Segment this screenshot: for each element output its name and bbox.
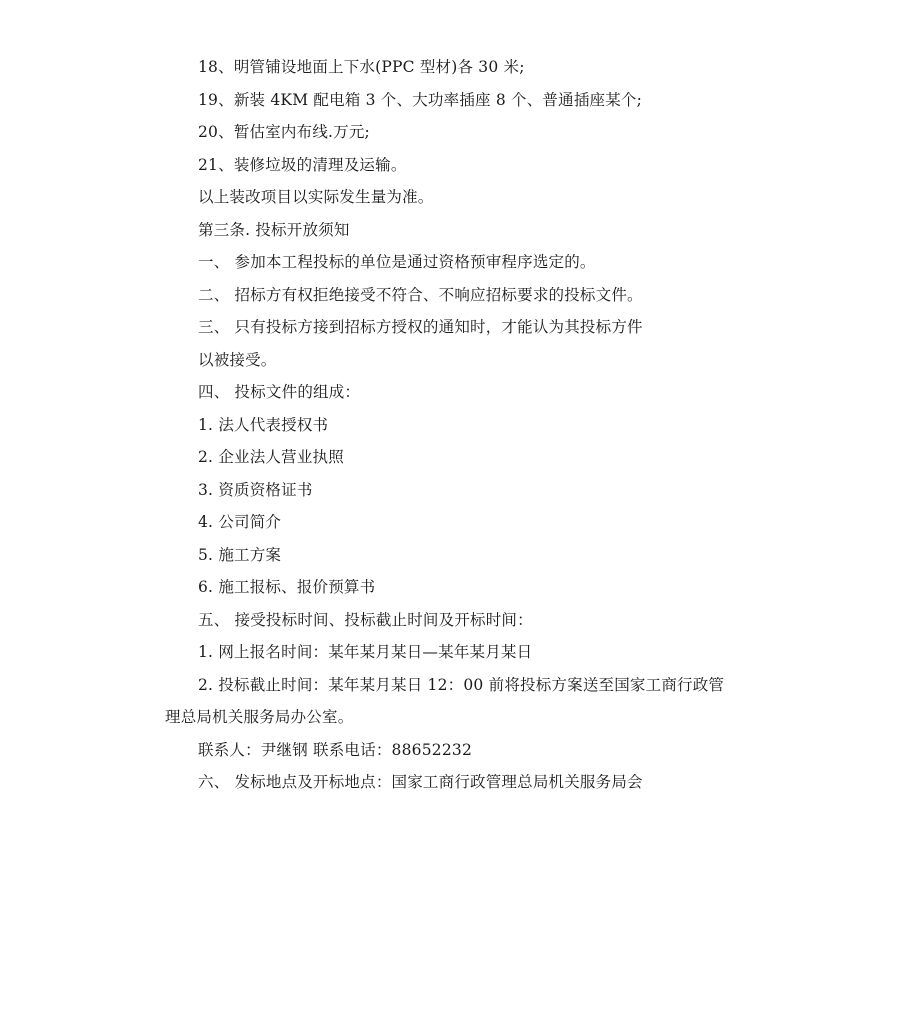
registration-time: 1. 网上报名时间：某年某月某日—某年某月某日 bbox=[198, 643, 533, 661]
section-five: 五、 接受投标时间、投标截止时间及开标时间： bbox=[198, 611, 533, 629]
list-item-company-profile: 4. 公司简介 bbox=[198, 513, 282, 531]
list-item-construction-plan: 5. 施工方案 bbox=[198, 546, 282, 564]
section-two: 二、 招标方有权拒绝接受不符合、不响应招标要求的投标文件。 bbox=[198, 286, 643, 304]
deadline-time-continued: 理总局机关服务局办公室。 bbox=[165, 708, 354, 726]
section-one: 一、 参加本工程投标的单位是通过资格预审程序选定的。 bbox=[198, 253, 596, 271]
list-item-qualification: 3. 资质资格证书 bbox=[198, 481, 313, 499]
list-item-business-license: 2. 企业法人营业执照 bbox=[198, 448, 344, 466]
item-20: 20、暂估室内布线.万元; bbox=[198, 123, 370, 141]
section-three: 三、 只有投标方接到招标方授权的通知时，才能认为其投标方件 bbox=[198, 318, 643, 336]
item-21: 21、装修垃圾的清理及运输。 bbox=[198, 156, 407, 174]
section-three-continued: 以被接受。 bbox=[198, 351, 277, 369]
item-19: 19、新装 4KM 配电箱 3 个、大功率插座 8 个、普通插座某个; bbox=[198, 91, 643, 109]
section-six: 六、 发标地点及开标地点：国家工商行政管理总局机关服务局会 bbox=[198, 773, 643, 791]
contact-info: 联系人：尹继钢 联系电话：88652232 bbox=[198, 741, 473, 759]
note-actual-quantity: 以上装改项目以实际发生量为准。 bbox=[198, 188, 434, 206]
list-item-authorization: 1. 法人代表授权书 bbox=[198, 416, 329, 434]
item-18: 18、明管铺设地面上下水(PPC 型材)各 30 米; bbox=[198, 58, 525, 76]
article-three-heading: 第三条. 投标开放须知 bbox=[198, 221, 350, 239]
list-item-budget: 6. 施工报标、报价预算书 bbox=[198, 578, 376, 596]
section-four: 四、 投标文件的组成： bbox=[198, 383, 361, 401]
deadline-time: 2. 投标截止时间：某年某月某日 12：00 前将投标方案送至国家工商行政管 bbox=[198, 676, 725, 694]
